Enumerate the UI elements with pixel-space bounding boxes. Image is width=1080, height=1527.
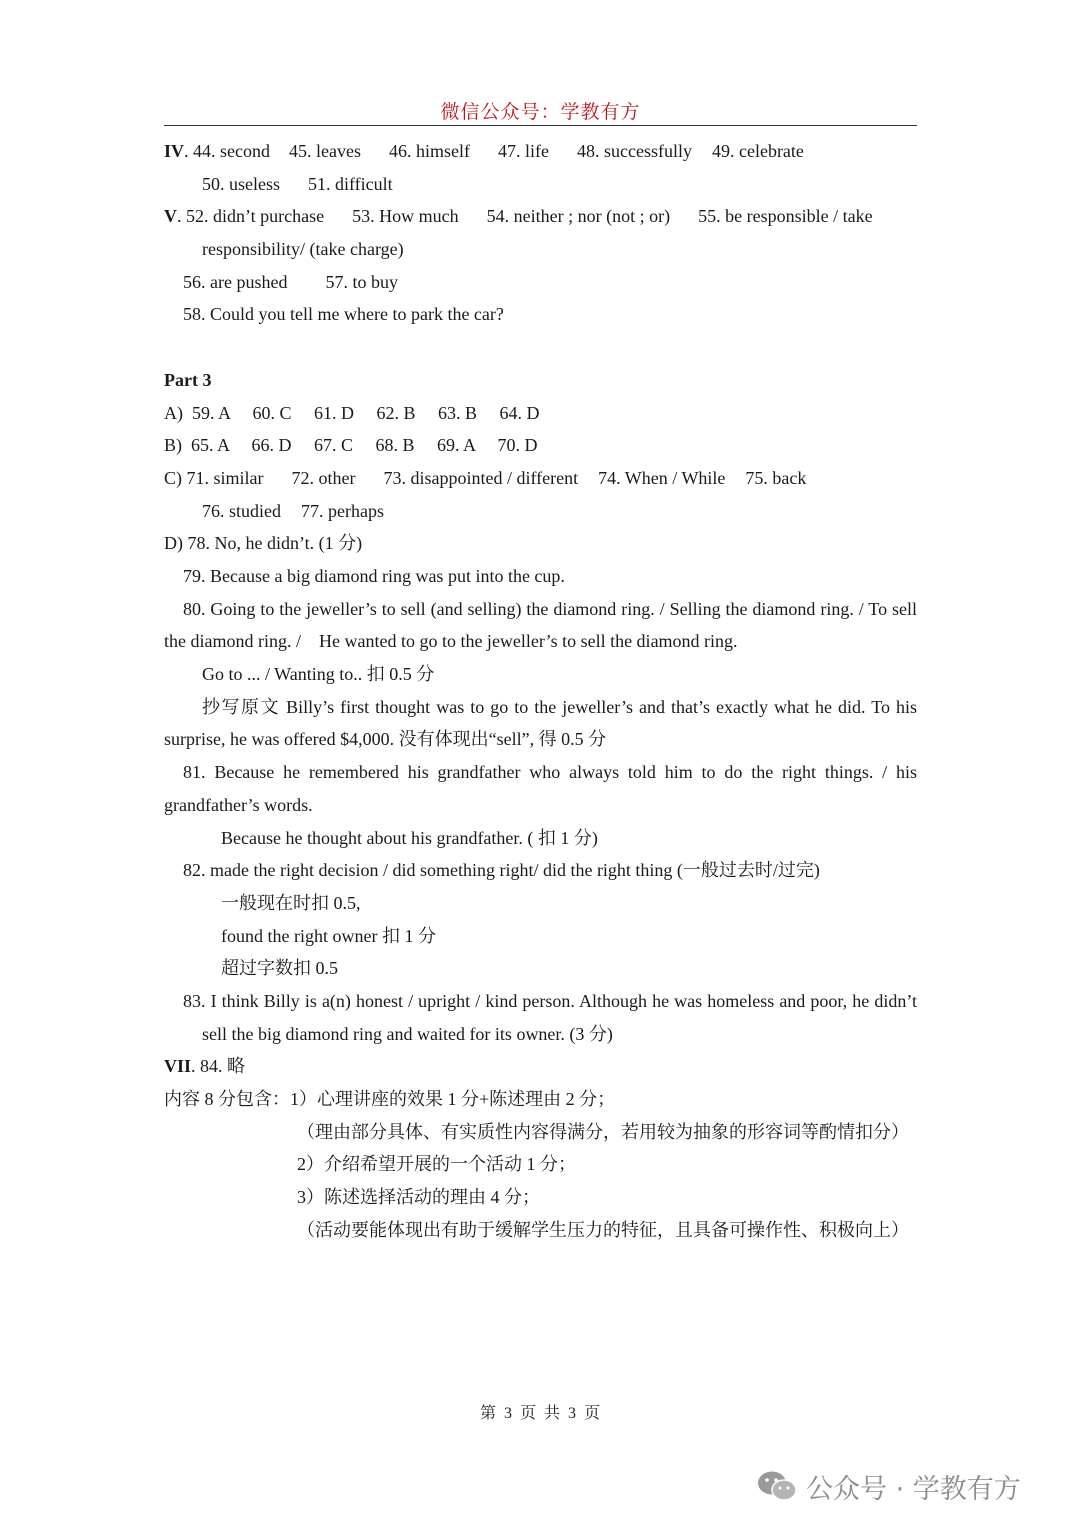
answer-82: 82. made the right decision / did something right/ did the right thing (一般过去时/过完) (183, 860, 820, 881)
scoring-line-1: 内容 8 分包含：1）心理讲座的效果 1 分+陈述理由 2 分； (164, 1089, 616, 1110)
section-v-line-4: 58. Could you tell me where to park the car? (183, 304, 504, 325)
header-rule (164, 125, 917, 126)
answer-81: 81. Because he remembered his grandfather who always told him to do the right things. / his grandfather’s words. (164, 762, 917, 815)
scoring-line-4: 3）陈述选择活动的理由 4 分； (297, 1187, 540, 1208)
answer-80: 80. Going to the jeweller’s to sell (and selling) the diamond ring. / Selling the diamond ring. / To sell the diamond ring. / He wanted to go to the jeweller’s to sell the diamond ring. (164, 598, 922, 652)
answer-80-note-2: 抄写原文 Billy’s first thought was to go to the jeweller’s and that’s exactly what he did. To his surprise, he was offered $4,000. 没有体现出“sell”, 得 0.5 分 (164, 696, 917, 750)
section-v-label: V (164, 206, 177, 227)
part-3-a: A) 59. A 60. C 61. D 62. B 63. B 64. D (164, 402, 540, 423)
section-iv-line-1: IV. 44. second 45. leaves 46. himself 47. life 48. successfully 49. celebrate (164, 141, 804, 161)
section-v-line-3: 56. are pushed 57. to buy (183, 271, 398, 292)
watermark (756, 1466, 1021, 1506)
wechat-icon (756, 1469, 798, 1503)
page-number: 第 3 页 共 3 页 (479, 1405, 600, 1422)
answer-82-note-1: 一般现在时扣 0.5, (221, 892, 361, 913)
part-3-c-line-2: 76. studied 77. perhaps (202, 500, 384, 521)
answer-83: 83. I think Billy is a(n) honest / upright / kind person. Although he was homeless and poor, he didn’t sell the big diamond ring and waited for its owner. (3 分) (183, 990, 917, 1044)
section-iv-line-2: 50. useless 51. difficult (202, 173, 393, 194)
part-3-heading: Part 3 (164, 369, 212, 390)
scoring-line-5: （活动要能体现出有助于缓解学生压力的特征，且具备可操作性、积极向上） (297, 1219, 909, 1240)
scoring-line-3: 2）介绍希望开展的一个活动 1 分； (297, 1154, 576, 1175)
section-v-line-1: V. 52. didn’t purchase 53. How much 54. neither ; nor (not ; or) 55. be responsible / take (164, 206, 873, 227)
answer-81-note: Because he thought about his grandfather. ( 扣 1 分) (221, 827, 598, 848)
section-v-line-2: responsibility/ (take charge) (202, 239, 404, 260)
part-3-c-line-1: C) 71. similar 72. other 73. disappointed / different 74. When / While 75. back (164, 467, 807, 488)
header-title: 微信公众号：学教有方 (440, 102, 641, 123)
watermark-text: 公众号 · 学教有方 (806, 1473, 1021, 1505)
answer-82-note-2: found the right owner 扣 1 分 (221, 925, 436, 946)
section-vii-label: VII (164, 1056, 192, 1077)
answer-key-content (164, 135, 922, 1247)
part-3-b: B) 65. A 66. D 67. C 68. B 69. A 70. D (164, 435, 538, 456)
answer-79: 79. Because a big diamond ring was put into the cup. (183, 565, 565, 586)
answer-78: D) 78. No, he didn’t. (1 分) (164, 533, 363, 554)
section-iv-label: IV (164, 141, 185, 161)
answer-80-note-1: Go to ... / Wanting to.. 扣 0.5 分 (202, 664, 435, 685)
answer-82-note-3: 超过字数扣 0.5 (221, 958, 338, 979)
scoring-line-2: （理由部分具体、有实质性内容得满分，若用较为抽象的形容词等酌情扣分） (297, 1121, 909, 1142)
spacer (164, 331, 917, 364)
section-vii-line: VII. 84. 略 (164, 1056, 246, 1077)
